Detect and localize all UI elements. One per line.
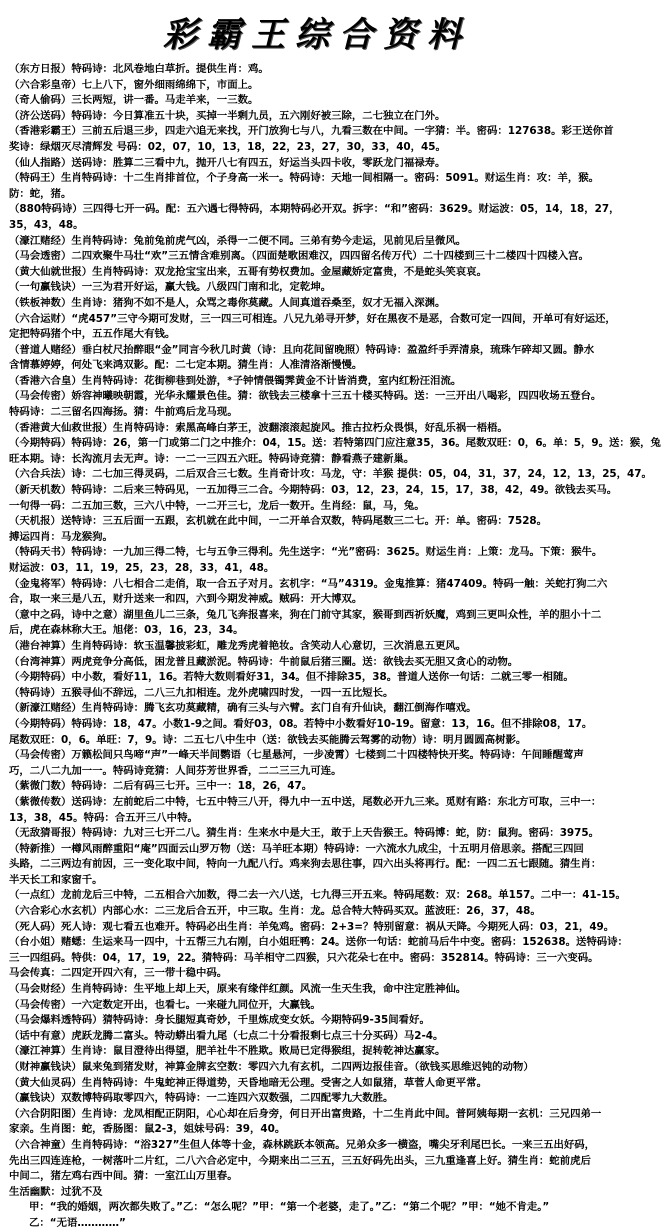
page-title: 彩霸王综合资料 — [163, 14, 471, 55]
text-line: （一点红）龙前龙后三中特，二五相合六加数，得二去一六八送，七九得三开五来。特码尾数：双：268。单157。二中一：41-15。 — [9, 889, 626, 902]
text-line: （东方日报）特码诗：北风卷地白草折。提供生肖：鸡。 — [9, 63, 269, 75]
text-line: （一句赢钱诀）一三为君开好运，赢大钱。八级四门南和北，定乾坤。 — [9, 281, 332, 294]
text-line: 半天长工和家窗千。 — [9, 873, 103, 886]
text-line: 一句得一码：二五加三数，三六八中特，一二开三七，龙后一数开。生肖经：鼠，马，兔。 — [9, 499, 425, 512]
text-line: （紫微传数）送码诗：左前蛇后二中特，七五中特三八开，得九中一五中送，尾数必开九三来。觅财有路：东北方可取，三中一： — [9, 795, 602, 808]
text-line: （黄大仙灵码）生肖特码诗：牛鬼蛇神正得道势，天昏地暗无公理。受害之人如鼠猪，草菅人命更平常。 — [9, 1076, 487, 1089]
text-line: （赢钱诀）双数博特码取零四六，特码诗：一二连四六双数强，二四配零九大数胜。 — [9, 1092, 394, 1105]
text-line: 生活幽默：过犹不及 — [9, 1185, 103, 1198]
text-line: （意中之码，诗中之意）湖里鱼儿二三条，兔几飞奔报喜来，狗在门前守其家，猴哥到西祈妖魔，鸡到三更叫众性，羊的胆小十二 — [9, 608, 602, 621]
text-line: （880特码诗）三四得七开一码。配：五六遇七得特码，本期特码必开双。拆字：“和”密码：3629。财运波：05，14，18，27， — [9, 203, 620, 216]
text-line: （马会传密）娇容神曦映朝霞，光华永耀景色佳。猜：欲钱去三楼拿十三五十楼买特码。送：一三开出八喝彩，四四收场五登台。 — [9, 390, 602, 403]
text-line: （马会传密）万籁松间只鸟啼“声”一峰天半间鹦语（七星悬河，一步凌霄）七楼到二十四楼特快开奖。特码诗：午间睡醒莺声 — [9, 749, 584, 762]
text-line: （死人码）死人诗：观七看五也难开。特码必出生肖：羊兔鸡。密码：2+3=？特别留意：祸从天降。今期死人码：03，21，49。 — [9, 920, 615, 933]
text-line: （马会爆料透特码）猜特码诗：身长腿短真奇妙，千里炼成变女妖。今期特码9-35间看好。 — [9, 1014, 430, 1027]
text-line: （香港彩霸王）三前五后退三步，四走六追无来找，开门放狗七与八，九看三数在中间。一字猜：半。密码：127638。彩王送你首 — [9, 125, 614, 138]
text-line: 马会传真：二四定开四六有，三一带十稳中码。 — [9, 967, 228, 980]
text-line: 中间二，猪左鸡右西中间。猜：一室江山万里春。 — [9, 1170, 238, 1183]
text-line: （财神赢钱诀）鼠来兔到猪发财，神算金牌玄空数：零四六九有玄机，二四两边报佳音。（欲钱买思维迟钝的动物） — [9, 1061, 534, 1073]
text-line: 尾数双旺：0，6。单旺：7，9。诗：二五七八中生中（送：欲钱去买能腾云驾雾的动物）诗：明月圆圆高树影。 — [9, 733, 527, 746]
text-line: （今期特码）特码诗：18，47。小数1-9之间。看好03，08。若特中小数看好10-19。留意：13，16。但不排除08，17。 — [9, 717, 593, 730]
text-line: （普道人赌经）垂白杖尺抬醉眼“金”同言今秋几时黄（诗：且向花间留晚照）特码诗：盈盈纤手弄清泉，琉珠乍碎却又圆。静水 — [9, 343, 595, 356]
content-lines — [9, 62, 661, 1232]
text-line: 旺本期。诗：长沟流月去无声。诗：一二一三四五六旺。特码诗竞猜：静看燕子建新巢。 — [9, 452, 415, 465]
text-line: 先出三四连连枪，一树落叶二片红，二八六合必定中，今期来出二三五，三五好码先出头，三九重逢喜上好。猜生肖：蛇前虎后 — [9, 1154, 591, 1167]
text-line: 头路，二三两边有前因，三一变化取中间，特向一九配八行。鸡来狗去思往事，四六出头将再行。配：一四二五七跟随。猜生肖： — [9, 858, 602, 871]
text-line: 35，43，48。 — [9, 218, 84, 231]
text-line: 巧，二八二九加一一。特码诗竞猜：人间芬芳世界香，二二三三九可连。 — [9, 764, 342, 777]
text-line: （马会传密）一六定数定开出，也看七。一来碰九同位开，大赢钱。 — [9, 998, 321, 1011]
text-line: 含情慕婷婷，何处飞来鸿双影。配：二七定本期。猜生肖：人准清洛渐慢慢。 — [9, 359, 363, 372]
text-line: （马会透密）二四欢聚牛马壮“欢”三五情含难别离。（四面楚歌困难汉，四四留名传万代）二十四楼到三十二楼四十四楼入宫。 — [9, 250, 589, 263]
text-line: 13，38，45。特码：合五开三八中特。 — [9, 811, 198, 824]
text-line: （港台神算）生肖特码诗：软玉温馨披彩虹，雕龙秀虎着艳妆。含笑动人心意切，三次消息五更风。 — [9, 639, 467, 652]
text-line: 合，取一来三是八五，财升送来一和四，六到今期发神威。贼码：开大博双。 — [9, 593, 363, 606]
text-line: （台湾神算）两虎竞争分高低，困龙普且藏淤泥。特码诗：牛前鼠后猪三圈。送：欲钱去买无胆又贪心的动物。 — [9, 655, 519, 668]
text-line: （六合彩心水玄机）内部心水：二三龙后合五开，中三取。生肖：龙。总合特大特码买双。蓝波旺：26，37，48。 — [9, 905, 541, 918]
text-line: （黄大仙就世报）生肖特码诗：双龙抢宝宝出来，五哥有势权费加。金屋藏娇定富贵，不是蛇头笑哀哀。 — [9, 265, 487, 278]
text-line: 定把特码猪个中，五五作尾大有钱。 — [9, 328, 176, 341]
text-line: （台小姐）赌蟋：生运来马一四中，十五帮三九右刚，白小姐旺鸭：24。送你一句话：蛇前马后牛中变。密码：152638。送特码诗： — [9, 936, 628, 949]
text-line: （濠江神算）生肖诗：鼠目澄待出得望，肥羊社牛不胜欺。败局已定得猴组，捉转乾神达赢家。 — [9, 1045, 446, 1058]
text-line: （马会财经）生肖特码诗：生平地上却上天，原来有缘伴红颜。风流一生天生我，命中注定胜神仙。 — [9, 983, 467, 996]
text-line: 三一四组码。特供：04，17，19，22。猜特码：马羊相守二四猴，只六花朵七在中。密码：352814。特码诗：三一六变码。 — [9, 951, 599, 964]
text-line: 特码诗：二三留名四海扬。猜：牛前鸡后龙马现。 — [9, 406, 238, 419]
text-line: （特码天书）特码诗：一九加三得二特，七与五争三得利。先生送字：“光”密码：3625。财运生肖：上策：龙马。下策：猴牛。 — [9, 546, 603, 559]
text-line: （金鬼将军）特码诗：八七相合二走俏，取一合五子对月。玄机字：“马”4319。金鬼推算：猪47409。特码一触：关蛇打狗二六 — [9, 577, 608, 590]
text-line: （今期特码）特码诗：26，第一门或第二门之中推介：04，15。送：若特第四门应注意35，36。尾数双旺：0，6。单：5，9。送：猴，兔 — [9, 437, 661, 450]
text-line: （六合运财）“虎457”三守今期可发财，三一四三可相连。八兄九弟寻开梦，好在黑夜不是恶，合数可定一四间，开单可有好运还， — [9, 312, 616, 325]
text-line: （香港六合皇）生肖特码诗：花街柳巷到处游，*子钟情偎镯霁黄金不计皆消费，室内红粉汪泪流。 — [9, 374, 462, 387]
text-line: （六合神童）生肖特码诗：“浴327”生但人体等十金，森林跳跃本领高。兄弟众多一横盗，嘴尖牙利尾巴长。一来三五出好码， — [9, 1138, 596, 1151]
text-line: 后，虎在森林称大王。旭佬：03，16，23，34。 — [9, 624, 244, 637]
text-line: （奇人偷码）三长两短，讲一番。马走羊来，一三数。 — [9, 94, 259, 107]
text-line: （铁板神数）生肖诗：猪狗不如不是人，众骂之毒你莫藏。人间真道吞桑至，奴才无福入深渊。 — [9, 296, 446, 309]
text-line: 甲：“我的婚姻，两次都失败了。”乙：“怎么呢？”甲：“第一个老婆，走了。”乙：“第二个呢？”甲：“她不肯走。” — [29, 1201, 550, 1214]
text-line: 财运波：03，11，19，25，23，28，33，41，48。 — [9, 562, 275, 574]
text-line: （特码王）生肖特码诗：十二生肖排首位，个子身高一米一。特码诗：天地一间相隔一。密码：5091。财运生肖：攻：羊，猴。 — [9, 172, 600, 185]
text-line: （特新推）一樽风雨醉重阳“庵”四面云山罗万物（送：马羊旺本期）特码诗：一六流水九成尘，十五明月倍思亲。搭配三四回 — [9, 842, 584, 855]
text-line: （济公送码）特码诗：今日算准五十块，买掉一半剩九员，五六刚好被三除，二七独立在门外。 — [9, 109, 446, 122]
text-line: （香港黄大仙救世报）生肖特码诗：索黑高峰白茅王，波翻滚滚起旋风。推古拉朽众畏惧，好乱乐祸一梧梧。 — [9, 421, 508, 434]
text-line: （天机报）送特诗：三五后面一五跟，玄机就在此中间，一二开单合双数，特码尾数三二七。开：单。密码：7528。 — [9, 515, 548, 528]
page-header — [9, 0, 625, 62]
text-line: 奖诗：绿烟灭尽清辉发 号码：02，07，10，13，18，22，23，27，30，33，40，45。 — [9, 140, 446, 153]
text-line: （新濠江赌经）生肖特码诗：腾飞玄功莫藏精，确有三头与六臂。玄门自有升仙诀，翻江倒海作嘻戏。 — [9, 702, 477, 715]
text-line: （六合阴阳图）生肖诗：龙凤相配正阴阳，心心却在后身旁，何日开出富贵路，十二生肖此中间。普阿姨每期一玄机：三兄四弟一 — [9, 1107, 602, 1120]
text-line: 搏运四肖：马龙猴狗。 — [9, 530, 113, 543]
text-line: （六合彩皇帝）七上八下，窗外细雨绵绵下，市面上。 — [9, 78, 259, 91]
text-line: （新天机数）特码诗：二后来三特码见，一五加得三二合。今期特码：03，12，23，24，15，17，38，42，49。欲钱去买马。 — [9, 484, 618, 497]
text-line: （六合兵法）诗：二七加三得灵码，二后双合三七数。生肖奇计攻：马龙，守：羊猴 提供：05，04，31，37，24，12，13，25，47。 — [9, 468, 652, 481]
text-line: 防：蛇，猪。 — [9, 187, 72, 200]
text-line: （话中有意）虎跃龙腾二富头。特动蟒出看九尾（七点二十分看报剩七点三十分买码）马2-4。 — [9, 1029, 444, 1042]
text-line: （濠江赌经）生肖特码诗：兔前兔前虎气凶，杀得一二便不同。三弟有势今走运，见前见后呈微风。 — [9, 234, 467, 247]
text-line: 乙：“无语…………” — [29, 1216, 126, 1229]
text-line: （紫微门数）特码诗：二后有码三七开。三中一：18，26，47。 — [9, 780, 313, 793]
text-line: （特码诗）五猴寻仙不辞远，二八三九扣相连。龙外虎啸四时发，一四一五比短长。 — [9, 686, 394, 699]
text-line: 家亲。生肖图：蛇，香肠图：鼠2-3，姐妹号码：39，40。 — [9, 1123, 286, 1136]
text-line: （今期特码）中小数，看好11，16。若特大数则看好31，34。但不排除35，38。普道人送你一句话：二就三零一相随。 — [9, 671, 574, 684]
text-line: （无敌猜哥报）特码诗：九对三七开二八。猜生肖：生来水中是大王，敢于上天告猴王。特码博：蛇，防：鼠狗。密码：3975。 — [9, 827, 600, 840]
text-line: （仙人指路）送码诗：胜算二三看中九，抛开八七有四五，好运当头四卡收，零跃龙门福禄寿。 — [9, 156, 446, 169]
